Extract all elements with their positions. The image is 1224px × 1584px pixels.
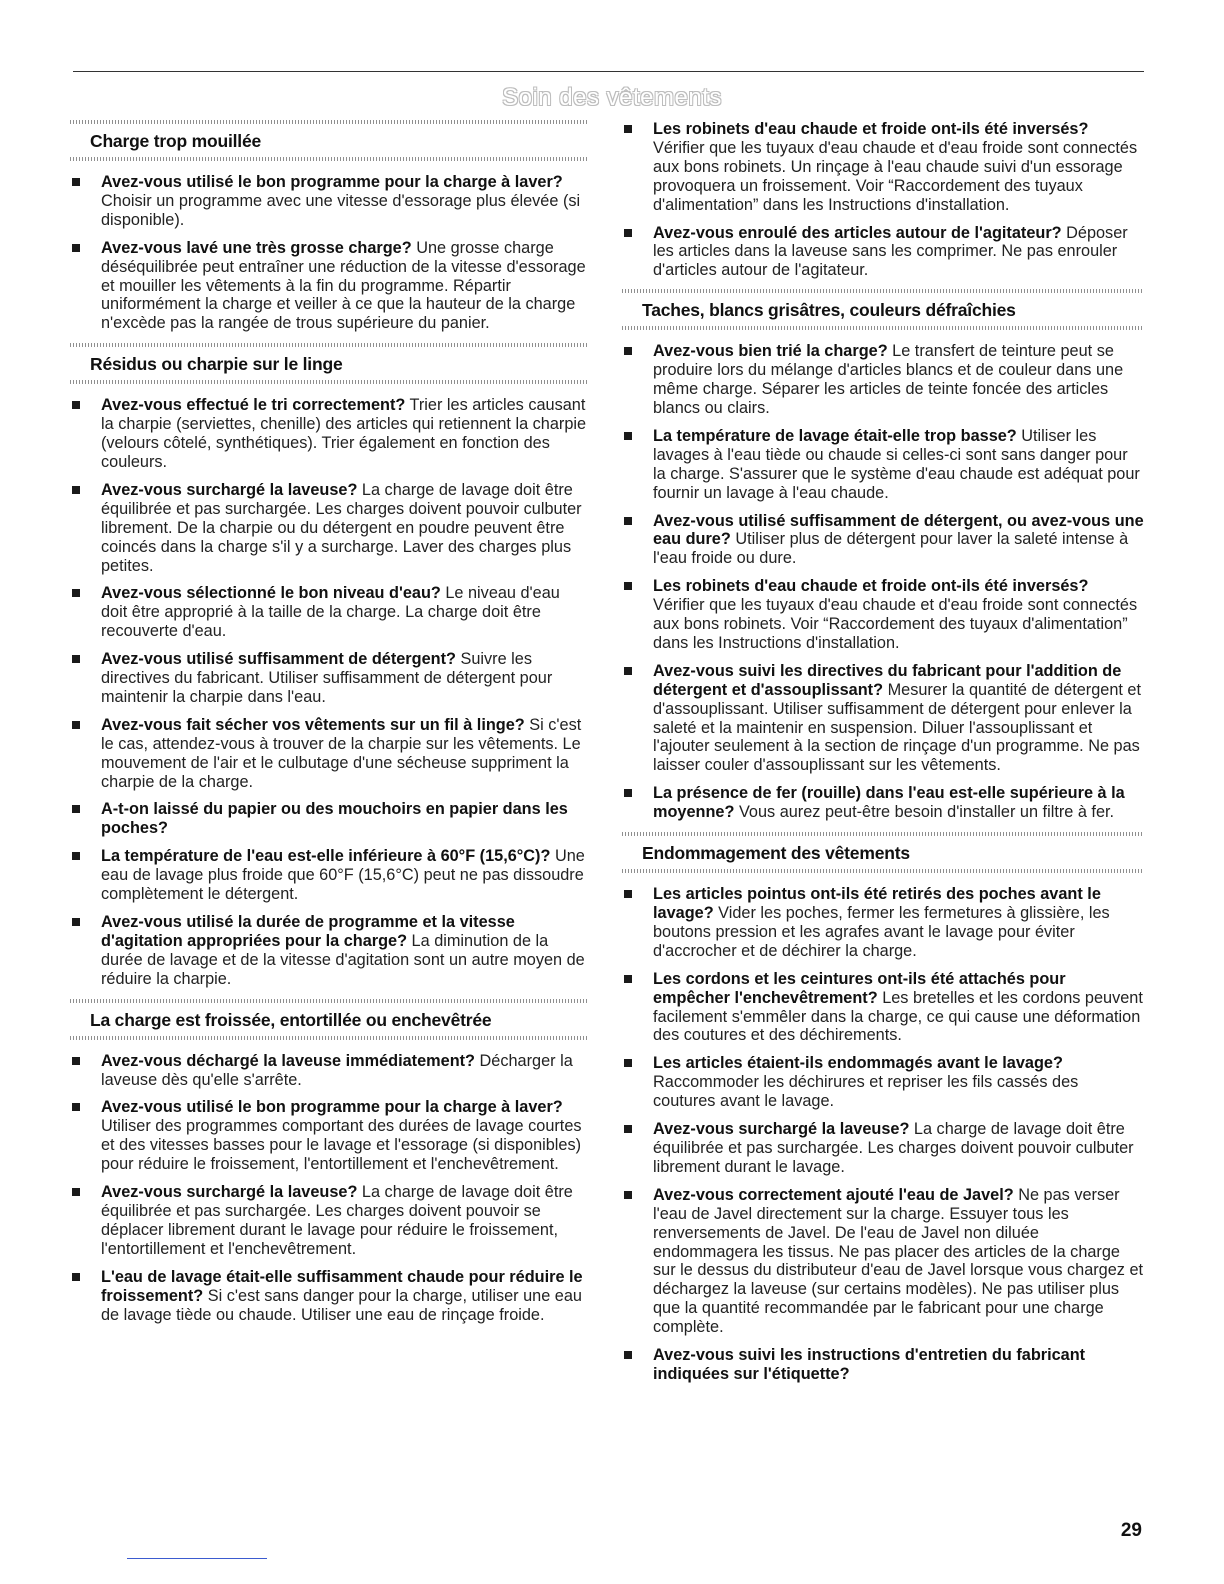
section-charge-froissee [70,999,589,1325]
answer: Le niveau d'eau doit être approprié à la taille de la charge. La charge doit être recouverte d'eau. [101,584,560,641]
answer: Raccommoder les déchirures et repriser les fils cassés des coutures avant le lavage. [653,1073,1079,1111]
list-item [70,716,589,792]
answer: Une grosse charge déséquilibrée peut entraîner une réduction de la vitesse d'essorage et mouiller les vêtements à la fin du programme. Répartir uniformément la charge et veiller à ce que la hauteur de la charge n'excède pas la rangée de trous supérieure du panier. [101,238,586,333]
bullet-icon [72,918,80,926]
section-title: Résidus ou charpie sur le linge [90,354,343,375]
right-column [622,117,1144,1394]
answer: Vider les poches, fermer les fermetures à glissière, les boutons pression et les agrafes avant le lavage pour éviter d'accrocher et de déchirer la charge. [653,904,1110,960]
list-item [622,224,1144,281]
list-item [70,239,589,334]
answer: Utiliser des programmes comportant des durées de lavage courtes et des vitesses basses pour le lavage et l'essorage (si disponibles) pour réduire le froissement, l'entortillement et l'enchevêtrement. [101,1117,582,1174]
question: Avez-vous déchargé la laveuse immédiatement? [101,1051,476,1070]
section-residus-charpie [70,343,589,988]
question-list [622,342,1144,822]
question: Avez-vous surchargé la laveuse? [101,1183,358,1202]
hatch-rule [70,380,589,384]
question: La température de l'eau est-elle inférieure à 60°F (15,6°C)? [101,847,551,866]
question: Avez-vous surchargé la laveuse? [653,1120,910,1139]
section-header [622,832,1144,873]
bullet-icon [624,1059,632,1067]
hatch-rule [70,1036,589,1040]
list-item [70,1098,589,1174]
hatch-rule [622,326,1144,330]
list-item [622,885,1144,961]
answer: Mesurer la quantité de détergent et d'assouplissant. Utiliser suffisamment de détergent pour enlever la saleté et la maintenir en suspension. Diluer l'assouplissant et l'ajouter seulement à la section de rinçage d'un programme. Ne pas laisser couler d'assouplissant sur les vêtements. [653,680,1141,775]
bullet-icon [624,975,632,983]
list-item [622,427,1144,503]
bullet-icon [624,789,632,797]
question-list [70,396,589,988]
bullet-icon [72,589,80,597]
list-item [622,120,1144,215]
question: Avez-vous bien trié la charge? [653,342,888,361]
answer: Le transfert de teinture peut se produire lors du mélange d'articles blancs et de couleur dans une même charge. Séparer les articles de teinte foncée des articles blancs ou clairs. [653,342,1124,417]
bullet-icon [624,1125,632,1133]
question: Avez-vous surchargé la laveuse? [101,480,358,499]
answer: Si c'est sans danger pour la charge, utiliser une eau de lavage tiède ou chaude. Utiliser une eau de rinçage froide. [101,1286,582,1324]
question-list [70,1052,589,1325]
question: A-t-on laissé du papier ou des mouchoirs en papier dans les poches? [101,800,568,838]
answer: La charge de lavage doit être équilibrée et pas surchargée. Les charges doivent pouvoir culbuter librement durant le lavage. [653,1120,1134,1176]
answer: Utiliser plus de détergent pour laver la saleté intense à l'eau froide ou dure. [653,530,1129,568]
question: Les articles pointus ont-ils été retirés des poches avant le lavage? [653,885,1101,922]
question: Avez-vous utilisé le bon programme pour la charge à laver? [101,1098,563,1117]
question: Avez-vous utilisé la durée de programme et la vitesse d'agitation appropriées pour la charge? [101,913,515,950]
question: Avez-vous sélectionné le bon niveau d'eau? [101,584,441,603]
question: Avez-vous utilisé le bon programme pour la charge à laver? [101,173,563,191]
bullet-icon [72,401,80,409]
page-number: 29 [1120,1520,1142,1541]
bullet-icon [624,1191,632,1199]
section-header [622,289,1144,330]
bullet-icon [72,486,80,494]
answer: Les bretelles et les cordons peuvent facilement s'emmêler dans la charge, ce qui cause une déformation des coutures et des déchirements. [653,988,1143,1045]
question: Les articles étaient-ils endommagés avant le lavage? [653,1054,1063,1073]
bottom-rule [127,1558,267,1559]
answer: La diminution de la durée de lavage et de la vitesse d'agitation sont un autre moyen de réduire la charpie. [101,931,585,988]
section-title: La charge est froissée, entortillée ou enchevêtrée [90,1009,492,1030]
section-header [70,120,589,161]
list-item [622,970,1144,1046]
answer: Ne pas verser l'eau de Javel directement sur la charge. Essuyer tous les renversements de Javel. De l'eau de Javel non diluée endommagera les tissus. Ne pas placer des articles de la charge sur le dessus du distributeur d'eau de Javel lorsque vous chargez et déchargez la laveuse (sur certains modèles). Ne pas utiliser plus que la quantité recommandée par le fabricant pour une charge complète. [653,1185,1144,1337]
bullet-icon [72,655,80,663]
section-header [70,999,589,1040]
list-item [70,1183,589,1259]
question: La présence de fer (rouille) dans l'eau est-elle supérieure à la moyenne? [653,784,1125,822]
answer: Vérifier que les tuyaux d'eau chaude et d'eau froide sont connectés aux bons robinets. Voir “Raccordement des tuyaux d'alimentation” dans les Instructions d'installation. [653,596,1138,652]
hatch-rule [622,869,1144,873]
list-item [622,1054,1144,1111]
list-item [622,1186,1144,1337]
question: Les cordons et les ceintures ont-ils été attachés pour empêcher l'enchevêtrement? [653,969,1066,1007]
answer: Vous aurez peut-être besoin d'installer un filtre à fer. [734,803,1115,822]
section-title: Endommagement des vêtements [642,843,910,864]
list-item [70,800,589,838]
list-item [70,173,589,230]
question: Avez-vous utilisé suffisamment de détergent, ou avez-vous une eau dure? [653,511,1144,549]
list-item [70,1052,589,1090]
answer: Choisir un programme avec une vitesse d'essorage plus élevée (si disponible). [101,191,581,229]
list-item [622,662,1144,775]
section-header [70,343,589,384]
question: Avez-vous suivi les instructions d'entretien du fabricant indiquées sur l'étiquette? [653,1346,1086,1383]
bullet-icon [624,125,632,133]
question: Avez-vous fait sécher vos vêtements sur un fil à linge? [101,715,525,734]
bullet-icon [72,805,80,813]
list-item [70,913,589,989]
answer: Si c'est le cas, attendez-vous à trouver de la charpie sur les vêtements. Le mouvement de l'air et le culbutage d'une sécheuse suppriment la charpie de la charge. [101,715,582,791]
bullet-icon [624,1351,632,1359]
question-list [622,885,1144,1384]
answer: Vérifier que les tuyaux d'eau chaude et d'eau froide sont connectés aux bons robinets. Un rinçage à l'eau chaude suivi d'un essorage provoquera un froissement. Voir “Raccordement des tuyaux d'alimentation” dans les Instructions d'installation. [653,138,1138,214]
answer: Trier les articles causant la charpie (serviettes, chenille) des articles qui retiennent la charpie (velours côtelé, synthétiques). Trier également en fonction des couleurs. [101,396,587,471]
answer: La charge de lavage doit être équilibrée et pas surchargée. Les charges doivent pouvoir culbuter librement. De la charpie ou du détergent en poudre peuvent être coincés dans la charge s'il y a surcharge. Laver des charges plus petites. [101,480,582,575]
bullet-icon [72,1188,80,1196]
question-list [70,173,589,333]
list-item [622,577,1144,653]
bullet-icon [72,178,80,186]
bullet-icon [624,517,632,525]
question: L'eau de lavage était-elle suffisamment chaude pour réduire le froissement? [101,1267,583,1305]
question: Les robinets d'eau chaude et froide ont-ils été inversés? [653,120,1089,138]
list-item [70,847,589,904]
question: Avez-vous correctement ajouté l'eau de Javel? [653,1185,1014,1204]
question: Avez-vous effectué le tri correctement? [101,396,406,415]
question: Les robinets d'eau chaude et froide ont-ils été inversés? [653,577,1089,596]
bullet-icon [72,852,80,860]
bullet-icon [624,432,632,440]
answer: Déposer les articles dans la laveuse sans les comprimer. Ne pas enrouler d'articles autour de l'agitateur. [653,223,1128,280]
answer: La charge de lavage doit être équilibrée et pas surchargée. Les charges doivent pouvoir se déplacer librement durant le lavage pour réduire le froissement, l'entortillement et l'enchevêtrement. [101,1183,573,1258]
left-column [70,120,589,1334]
bullet-icon [624,229,632,237]
question: Avez-vous enroulé des articles autour de l'agitateur? [653,223,1062,242]
answer: Suivre les directives du fabricant. Utiliser suffisamment de détergent pour maintenir la charpie dans l'eau. [101,650,553,706]
list-item [622,342,1144,418]
bullet-icon [624,347,632,355]
bullet-icon [72,1103,80,1111]
section-title: Taches, blancs grisâtres, couleurs défraîchies [642,300,1016,321]
page-title: Soin des vêtements [502,84,722,111]
section-title: Charge trop mouillée [90,131,262,151]
list-item [70,396,589,472]
answer: Décharger la laveuse dès qu'elle s'arrête. [101,1051,573,1089]
bullet-icon [624,667,632,675]
section-taches-blancs-grisatres [622,289,1144,822]
hatch-rule [70,157,589,161]
top-rule [73,71,1144,72]
bullet-icon [72,1273,80,1281]
bullet-icon [72,244,80,252]
answer: Utiliser les lavages à l'eau tiède ou chaude si celles-ci sont sans danger pour la charge. S'assurer que le système d'eau chaude est adéquat pour fournir un lavage à l'eau chaude. [653,426,1140,502]
bullet-icon [624,890,632,898]
answer: Une eau de lavage plus froide que 60°F (15,6°C) peut ne pas dissoudre complètement le détergent. [101,847,585,904]
list-item [70,584,589,641]
list-item [622,784,1144,822]
question: La température de lavage était-elle trop basse? [653,426,1017,445]
list-item [70,650,589,707]
list-item [70,481,589,576]
section-charge-trop-mouillee [70,120,589,333]
list-item [622,512,1144,569]
list-item [70,1268,589,1325]
section-endommagement [622,832,1144,1384]
bullet-icon [624,582,632,590]
question: Avez-vous utilisé suffisamment de détergent? [101,650,456,669]
question: Avez-vous suivi les directives du fabricant pour l'addition de détergent et d'assouplissant? [653,661,1122,699]
list-item [622,1346,1144,1384]
bullet-icon [72,1057,80,1065]
question-list-continued [622,120,1144,280]
list-item [622,1120,1144,1177]
question: Avez-vous lavé une très grosse charge? [101,238,412,257]
bullet-icon [72,721,80,729]
